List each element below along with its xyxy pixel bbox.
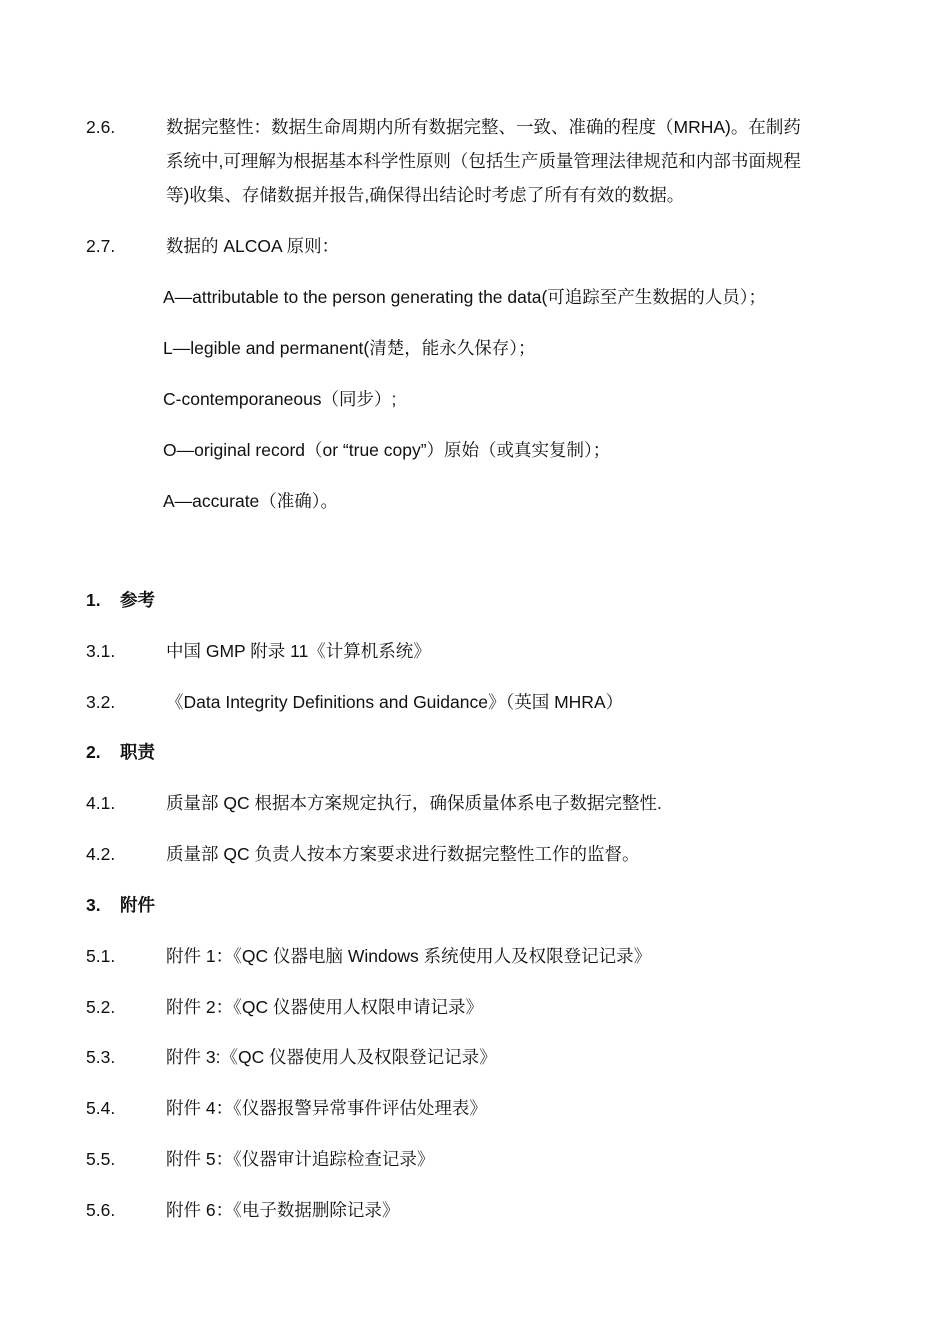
clause-number: 4.2.: [86, 844, 116, 864]
section-title: 职责: [120, 742, 155, 762]
section-title: 参考: [120, 590, 155, 610]
clause-number: 5.6.: [86, 1200, 116, 1220]
clause-5-5: [86, 1142, 870, 1176]
clause-text: 质量部 QC 负责人按本方案要求进行数据完整性工作的监督。: [166, 844, 640, 864]
clause-number: 4.1.: [86, 793, 116, 813]
clause-text: 附件 6：《电子数据删除记录》: [166, 1200, 400, 1220]
section-title: 附件: [120, 895, 155, 915]
clause-line: 系统中,可理解为根据基本科学性原则（包括生产质量管理法律规范和内部书面规程: [166, 151, 801, 171]
alcoa-item: C-contemporaneous（同步）;: [163, 389, 397, 409]
clause-number: 5.4.: [86, 1098, 116, 1118]
alcoa-item: L—legible and permanent(清楚，能永久保存）；: [163, 338, 536, 358]
clause-text: 附件 4：《仪器报警异常事件评估处理表》: [166, 1098, 487, 1118]
alcoa-item: A—attributable to the person generating the data(可追踪至产生数据的人员）；: [163, 287, 767, 307]
clause-line: 等)收集、存储数据并报告,确保得出结论时考虑了所有有效的数据。: [166, 185, 685, 205]
clause-text: 质量部 QC 根据本方案规定执行，确保质量体系电子数据完整性.: [166, 793, 662, 813]
clause-text: 附件 1：《QC 仪器电脑 Windows 系统使用人及权限登记记录》: [166, 946, 652, 966]
clause-text: 数据的 ALCOA 原则：: [166, 236, 340, 256]
clause-2-7: [86, 229, 870, 263]
clause-number: 5.5.: [86, 1149, 116, 1169]
clause-number: 3.2.: [86, 692, 116, 712]
clause-5-1: [86, 939, 870, 973]
clause-text: 附件 2：《QC 仪器使用人权限申请记录》: [166, 997, 483, 1017]
section-number: 1.: [86, 590, 101, 610]
clause-number: 3.1.: [86, 641, 116, 661]
section-heading-attachments: [86, 888, 155, 922]
clause-text: 中国 GMP 附录 11《计算机系统》: [166, 641, 431, 661]
clause-number: 2.6.: [86, 117, 116, 137]
section-number: 3.: [86, 895, 101, 915]
clause-3-1: [86, 634, 870, 668]
alcoa-item: A—accurate（准确）。: [163, 491, 339, 511]
clause-3-2: [86, 685, 870, 719]
clause-text: 附件 3:《QC 仪器使用人及权限登记记录》: [166, 1047, 497, 1067]
clause-number: 5.2.: [86, 997, 116, 1017]
clause-number: 2.7.: [86, 236, 116, 256]
clause-5-6: [86, 1193, 870, 1227]
alcoa-item: O—original record（or “true copy”）原始（或真实复制）；: [163, 440, 611, 460]
clause-text: 附件 5：《仪器审计追踪检查记录》: [166, 1149, 435, 1169]
section-number: 2.: [86, 742, 101, 762]
clause-2-6: [86, 110, 870, 212]
clause-5-4: [86, 1091, 870, 1125]
clause-5-3: [86, 1040, 870, 1074]
clause-4-1: [86, 786, 870, 820]
clause-5-2: [86, 990, 870, 1024]
clause-text: 《Data Integrity Definitions and Guidance》（英国 MHRA）: [166, 692, 624, 712]
clause-4-2: [86, 837, 870, 871]
section-heading-references: [86, 583, 155, 617]
clause-number: 5.1.: [86, 946, 116, 966]
clause-line: 数据完整性：数据生命周期内所有数据完整、一致、准确的程度（MRHA)。在制药: [166, 117, 801, 137]
clause-number: 5.3.: [86, 1047, 116, 1067]
clause-text: [166, 110, 870, 212]
section-heading-responsibilities: [86, 735, 155, 769]
